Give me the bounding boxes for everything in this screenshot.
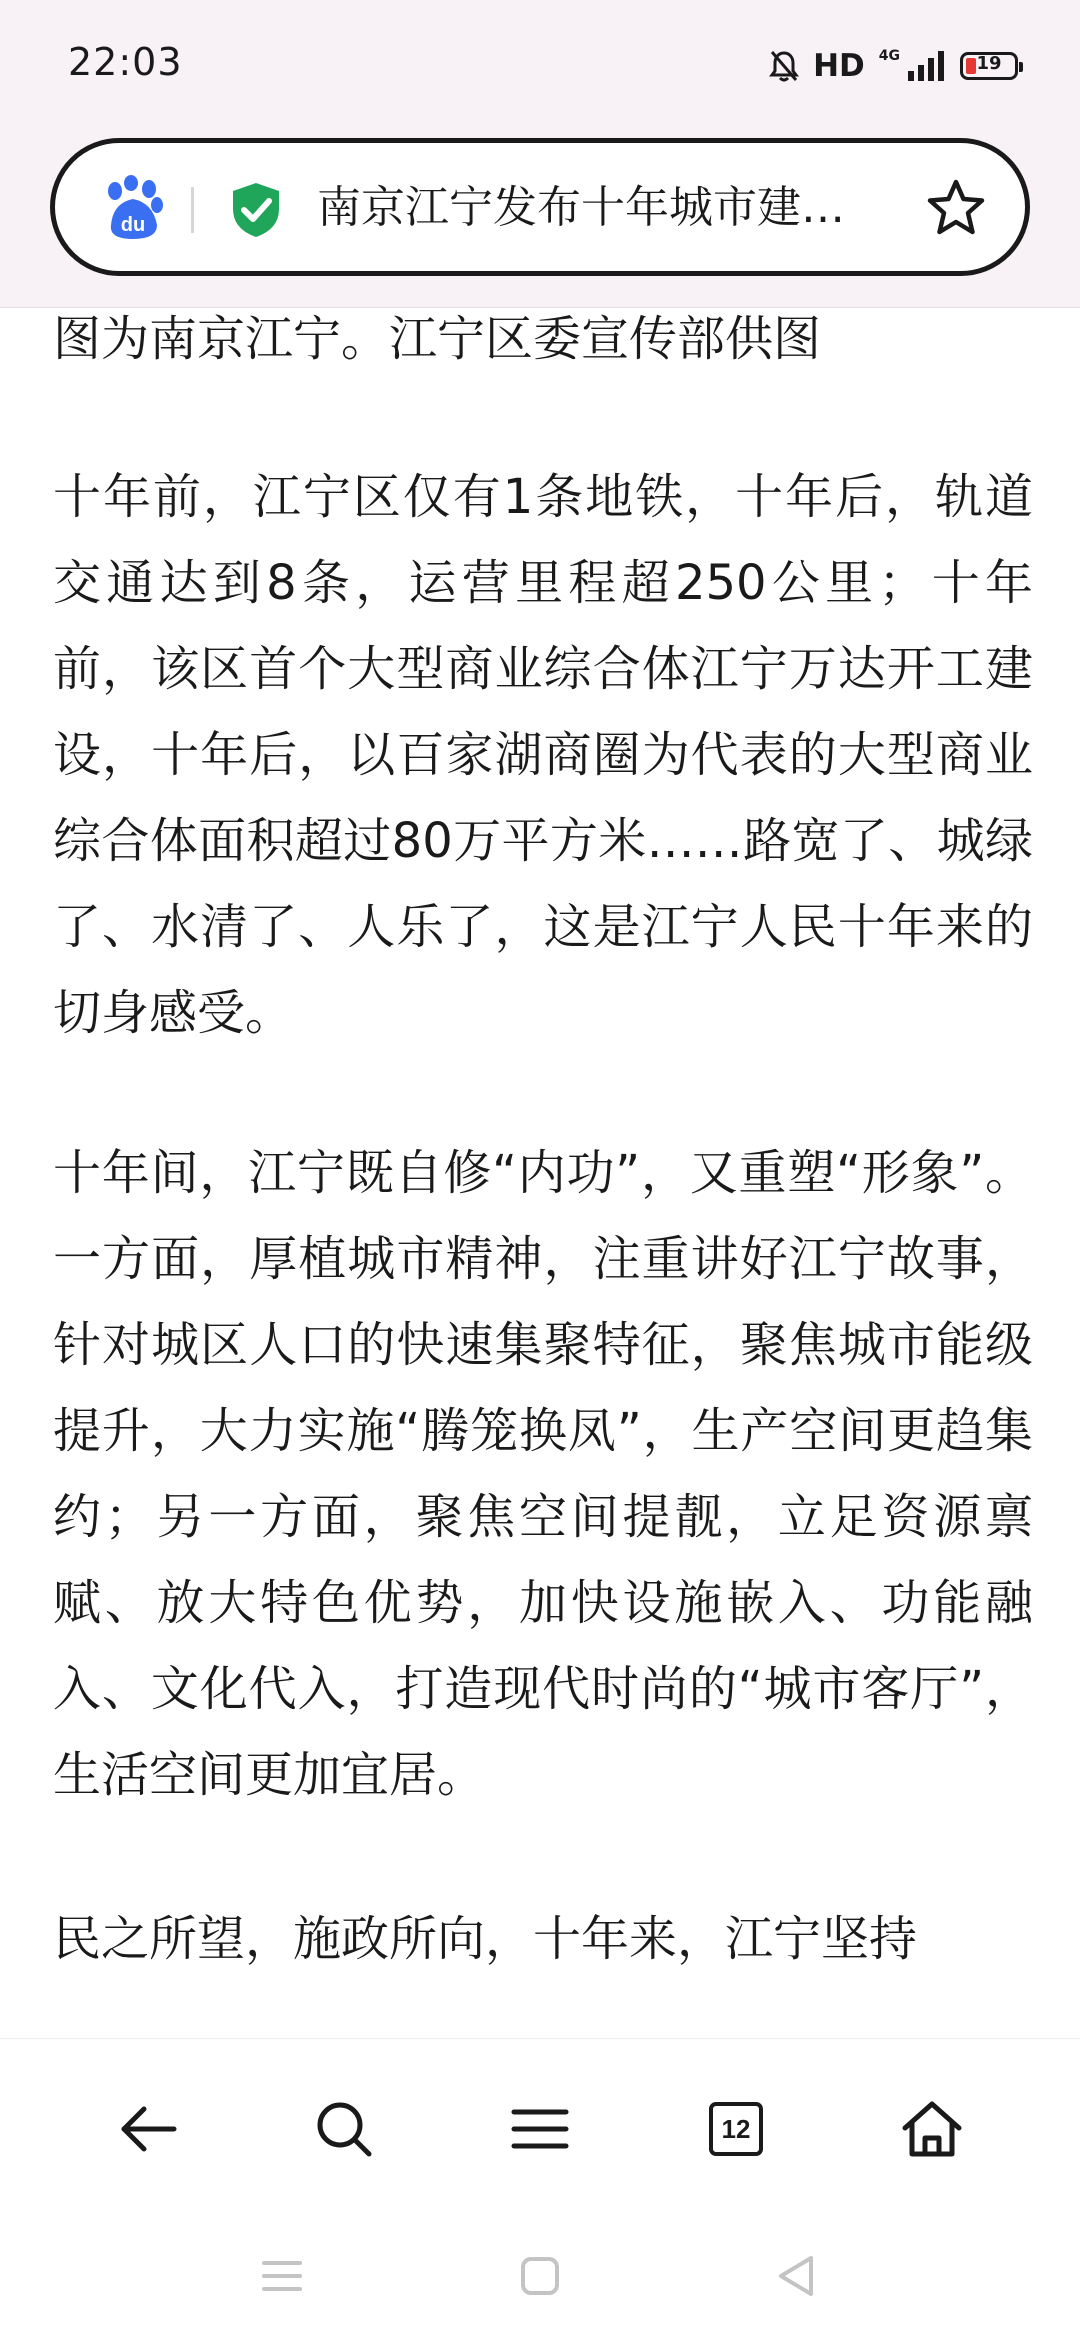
recents-icon: [262, 2259, 302, 2293]
back-arrow-icon: [118, 2104, 178, 2154]
battery-level: 19: [976, 53, 1002, 74]
article-paragraph: 民之所望，施政所向，十年来，江宁坚持: [53, 1911, 918, 1967]
hd-label: HD: [813, 48, 865, 84]
home-icon: [901, 2100, 963, 2158]
baidu-paw-icon[interactable]: [101, 175, 165, 241]
tabs-button[interactable]: [696, 2089, 776, 2169]
menu-button[interactable]: [500, 2089, 580, 2169]
home-square-icon: [520, 2256, 560, 2296]
status-icons: [769, 44, 1018, 88]
address-divider: [191, 187, 194, 233]
menu-icon: [511, 2107, 569, 2151]
system-navigation-bar: [0, 2218, 1080, 2340]
shield-check-icon[interactable]: [229, 181, 283, 239]
back-button[interactable]: [108, 2089, 188, 2169]
page-title[interactable]: 南京江宁发布十年城市建…: [317, 182, 845, 233]
search-button[interactable]: [304, 2089, 384, 2169]
tab-count: 12: [721, 2113, 751, 2144]
back-triangle-icon: [776, 2254, 816, 2298]
home-button[interactable]: [892, 2089, 972, 2169]
article-content: [0, 308, 1080, 2038]
article-paragraph: 十年间，江宁既自修“内功”，又重塑“形象”。一方面，厚植城市精神，注重讲好江宁故事，针对城区人口的快速集聚特征，聚焦城市能级提升，大力实施“腾笼换凤”，生产空间更趋集约；另一方面，聚焦空间提靓，立足资源禀赋、放大特色优势，加快设施嵌入、功能融入、文化代入，打造现代时尚的“城市客厅”，生活空间更加宜居。: [53, 1145, 1033, 1803]
browser-bottom-nav: [0, 2038, 1080, 2218]
status-bar: [0, 0, 1080, 130]
address-bar[interactable]: [50, 138, 1030, 276]
network-type-label: 4G: [878, 48, 900, 64]
signal-icon: [906, 49, 946, 83]
system-home-button[interactable]: [510, 2246, 570, 2306]
tabs-icon: [709, 2102, 763, 2156]
search-icon: [314, 2099, 374, 2159]
battery-icon: [960, 52, 1018, 80]
article-caption: 图为南京江宁。江宁区委宣传部供图: [53, 311, 822, 367]
status-time: 22:03: [68, 40, 183, 84]
system-back-button[interactable]: [766, 2246, 826, 2306]
star-outline-icon[interactable]: [925, 177, 987, 239]
browser-header: [0, 130, 1080, 308]
bell-muted-icon: [769, 49, 799, 83]
svg-text:du: du: [120, 214, 146, 236]
recents-button[interactable]: [252, 2246, 312, 2306]
article-paragraph: 十年前，江宁区仅有1条地铁，十年后，轨道交通达到8条，运营里程超250公里；十年前，该区首个大型商业综合体江宁万达开工建设，十年后，以百家湖商圈为代表的大型商业综合体面积超过80万平方米……路宽了、城绿了、水清了、人乐了，这是江宁人民十年来的切身感受。: [53, 469, 1033, 1041]
